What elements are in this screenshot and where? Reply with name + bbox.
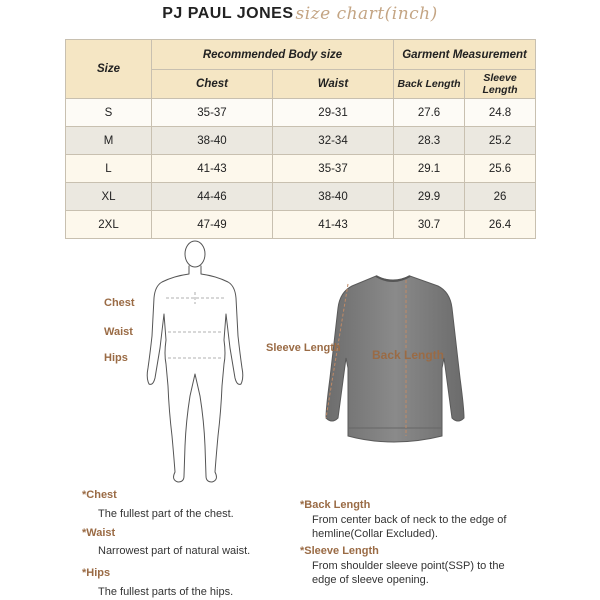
col-sleeve-length: Sleeve Length — [465, 70, 536, 99]
def-title-chest: *Chest — [82, 489, 117, 501]
table-row — [66, 99, 536, 127]
garment-group-header: Garment Measurement — [394, 40, 536, 70]
cell-chest: 38-40 — [152, 127, 273, 155]
cell-size: L — [66, 155, 152, 183]
chart-title — [0, 4, 600, 36]
cell-size: M — [66, 127, 152, 155]
cell-chest: 47-49 — [152, 211, 273, 239]
table-row — [66, 183, 536, 211]
cell-waist: 41-43 — [273, 211, 394, 239]
def-desc-chest: The fullest part of the chest. — [98, 508, 234, 520]
def-desc-hips: The fullest parts of the hips. — [98, 586, 234, 598]
def-desc-waist: Narrowest part of natural waist. — [98, 545, 251, 557]
cell-back: 29.1 — [394, 155, 465, 183]
col-chest: Chest — [152, 70, 273, 99]
def-title-hips: *Hips — [82, 567, 111, 579]
garment-label-sleeve-length: Sleeve Length — [266, 342, 341, 354]
body-label-waist: Waist — [104, 326, 133, 338]
table-row — [66, 127, 536, 155]
cell-back: 30.7 — [394, 211, 465, 239]
brand-name: PJ PAUL JONES — [162, 5, 294, 22]
cell-waist: 38-40 — [273, 183, 394, 211]
cell-size: S — [66, 99, 152, 127]
chart-subtitle: size chart(inch) — [295, 4, 438, 24]
cell-chest: 35-37 — [152, 99, 273, 127]
size-header: Size — [66, 40, 152, 99]
cell-chest: 41-43 — [152, 155, 273, 183]
cell-back: 29.9 — [394, 183, 465, 211]
def-desc-back-length: From center back of neck to the edge of hemline(Collar Excluded). — [312, 514, 507, 540]
col-back-length: Back Length — [394, 70, 465, 99]
cell-waist: 32-34 — [273, 127, 394, 155]
cell-sleeve: 26 — [465, 183, 536, 211]
def-desc-sleeve-length: From shoulder sleeve point(SSP) to the edge of sleeve opening. — [312, 560, 505, 586]
cell-waist: 29-31 — [273, 99, 394, 127]
def-title-sleeve-length: *Sleeve Length — [300, 545, 379, 557]
body-label-hips: Hips — [104, 352, 128, 364]
cell-sleeve: 25.2 — [465, 127, 536, 155]
cell-size: 2XL — [66, 211, 152, 239]
size-table — [65, 39, 536, 239]
cell-chest: 44-46 — [152, 183, 273, 211]
table-row — [66, 155, 536, 183]
cell-sleeve: 24.8 — [465, 99, 536, 127]
table-row — [66, 211, 536, 239]
def-title-back-length: *Back Length — [300, 499, 371, 511]
body-size-group-header: Recommended Body size — [152, 40, 394, 70]
col-waist: Waist — [273, 70, 394, 99]
cell-size: XL — [66, 183, 152, 211]
cell-back: 28.3 — [394, 127, 465, 155]
cell-waist: 35-37 — [273, 155, 394, 183]
cell-sleeve: 26.4 — [465, 211, 536, 239]
body-outline-figure — [140, 236, 250, 488]
body-label-chest: Chest — [104, 297, 135, 309]
def-title-waist: *Waist — [82, 527, 116, 539]
cell-back: 27.6 — [394, 99, 465, 127]
cell-sleeve: 25.6 — [465, 155, 536, 183]
garment-label-back-length: Back Length — [372, 348, 445, 362]
